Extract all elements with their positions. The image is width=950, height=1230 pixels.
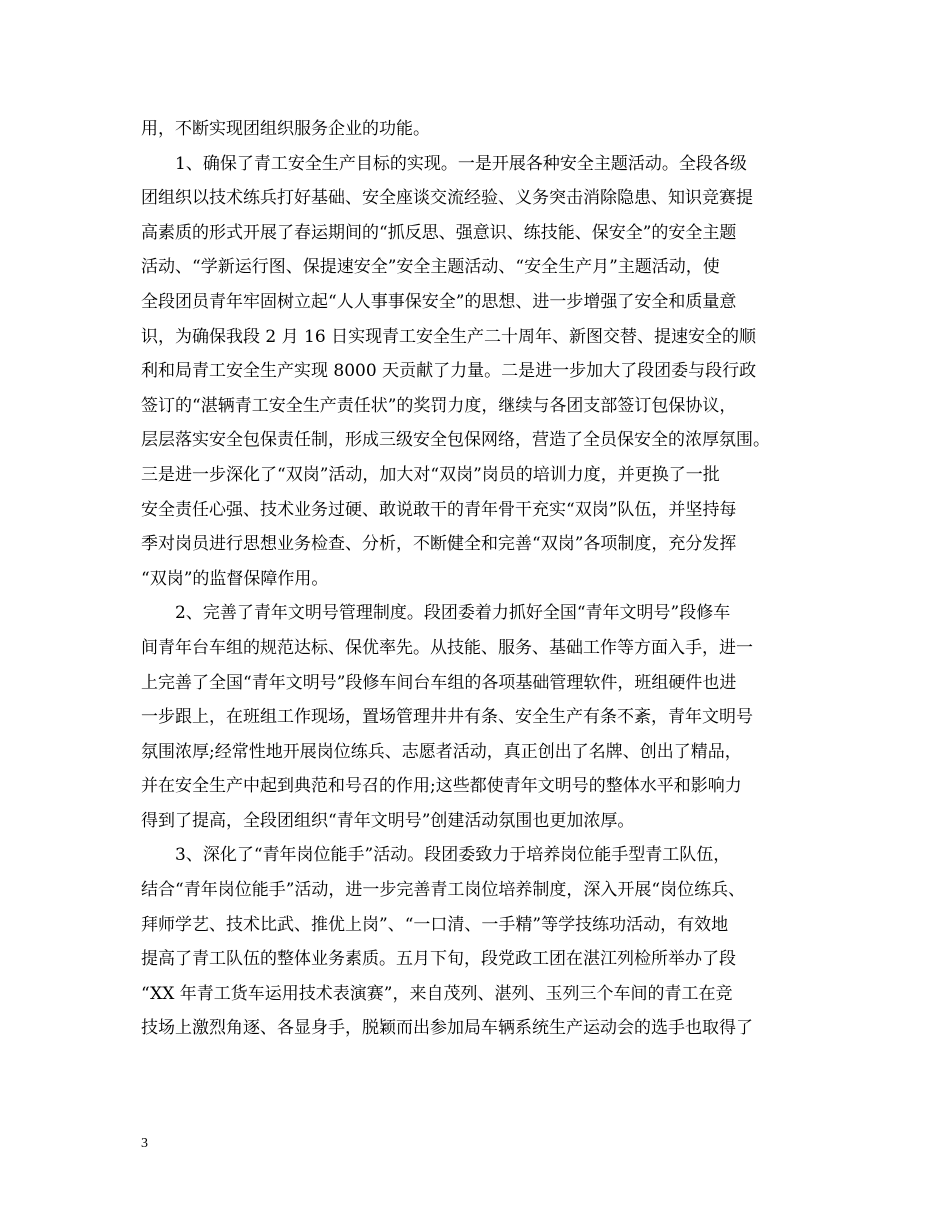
text-line: 上完善了全国“青年文明号”段修车间台车组的各项基础管理软件，班组硬件也进 <box>141 672 737 693</box>
page-number: 3 <box>141 1136 148 1151</box>
text-line: 一步跟上，在班组工作现场，置场管理井井有条、安全生产有条不紊，青年文明号 <box>141 707 753 728</box>
text-line: 结合“青年岗位能手”活动，进一步完善青工岗位培养制度，深入开展“岗位练兵、 <box>141 880 746 901</box>
text-line: 三是进一步深化了“双岗”活动，加大对“双岗”岗员的培训力度，并更换了一批 <box>141 464 720 485</box>
text-line: 识，为确保我段 2 月 16 日实现青工安全生产二十周年、新图交替、提速安全的顺 <box>141 326 757 347</box>
text-line: 并在安全生产中起到典范和号召的作用;这些都使青年文明号的整体水平和影响力 <box>141 776 742 797</box>
text-line: “双岗”的监督保障作用。 <box>141 568 329 589</box>
text-line: 氛围浓厚;经常性地开展岗位练兵、志愿者活动，真正创出了名牌、创出了精品， <box>141 741 742 762</box>
paragraph-3-start: 3、深化了“青年岗位能手”活动。段团委致力于培养岗位能手型青工队伍， <box>175 845 731 866</box>
text-line: 间青年台车组的规范达标、保优率先。从技能、服务、基础工作等方面入手，进一 <box>141 637 753 658</box>
text-line: 高素质的形式开展了春运期间的“抓反思、强意识、练技能、保安全”的安全主题 <box>141 222 737 243</box>
text-line: 团组织以技术练兵打好基础、安全座谈交流经验、义务突击消除隐患、知识竞赛提 <box>141 188 753 209</box>
text-line: 利和局青工安全生产实现 8000 天贡献了力量。二是进一步加大了段团委与段行政 <box>141 361 757 382</box>
text-line: 技场上激烈角逐、各显身手，脱颖而出参加局车辆系统生产运动会的选手也取得了 <box>141 1018 753 1039</box>
document-body <box>141 112 821 1046</box>
text-line: 得到了提高，全段团组织“青年文明号”创建活动氛围也更加浓厚。 <box>141 810 635 831</box>
text-line: 季对岗员进行思想业务检查、分析，不断健全和完善“双岗”各项制度，充分发挥 <box>141 534 737 555</box>
text-line: 全段团员青年牢固树立起“人人事事保安全”的思想、进一步增强了安全和质量意 <box>141 291 737 312</box>
text-line: 层层落实安全包保责任制，形成三级安全包保网络，营造了全员保安全的浓厚氛围。 <box>141 430 770 451</box>
text-line: 安全责任心强、技术业务过硬、敢说敢干的青年骨干充实“双岗”队伍，并坚持每 <box>141 499 737 520</box>
paragraph-1-start: 1、确保了青工安全生产目标的实现。一是开展各种安全主题活动。全段各级 <box>175 153 747 174</box>
paragraph-2-start: 2、完善了青年文明号管理制度。段团委着力抓好全国“青年文明号”段修车 <box>175 603 731 624</box>
text-line: “XX 年青工货车运用技术表演赛”，来自茂列、湛列、玉列三个车间的青工在竞 <box>141 983 733 1004</box>
text-line: 拜师学艺、技术比武、推优上岗”、“一口清、一手精”等学技练功活动，有效地 <box>141 914 729 935</box>
text-line: 活动、“学新运行图、保提速安全”安全主题活动、“安全生产月”主题活动，使 <box>141 257 720 278</box>
text-line: 签订的“湛辆青工安全生产责任状”的奖罚力度，继续与各团支部签订包保协议， <box>141 395 737 416</box>
text-line: 提高了青工队伍的整体业务素质。五月下旬，段党政工团在湛江列检所举办了段 <box>141 949 736 970</box>
text-line: 用，不断实现团组织服务企业的功能。 <box>141 119 430 139</box>
